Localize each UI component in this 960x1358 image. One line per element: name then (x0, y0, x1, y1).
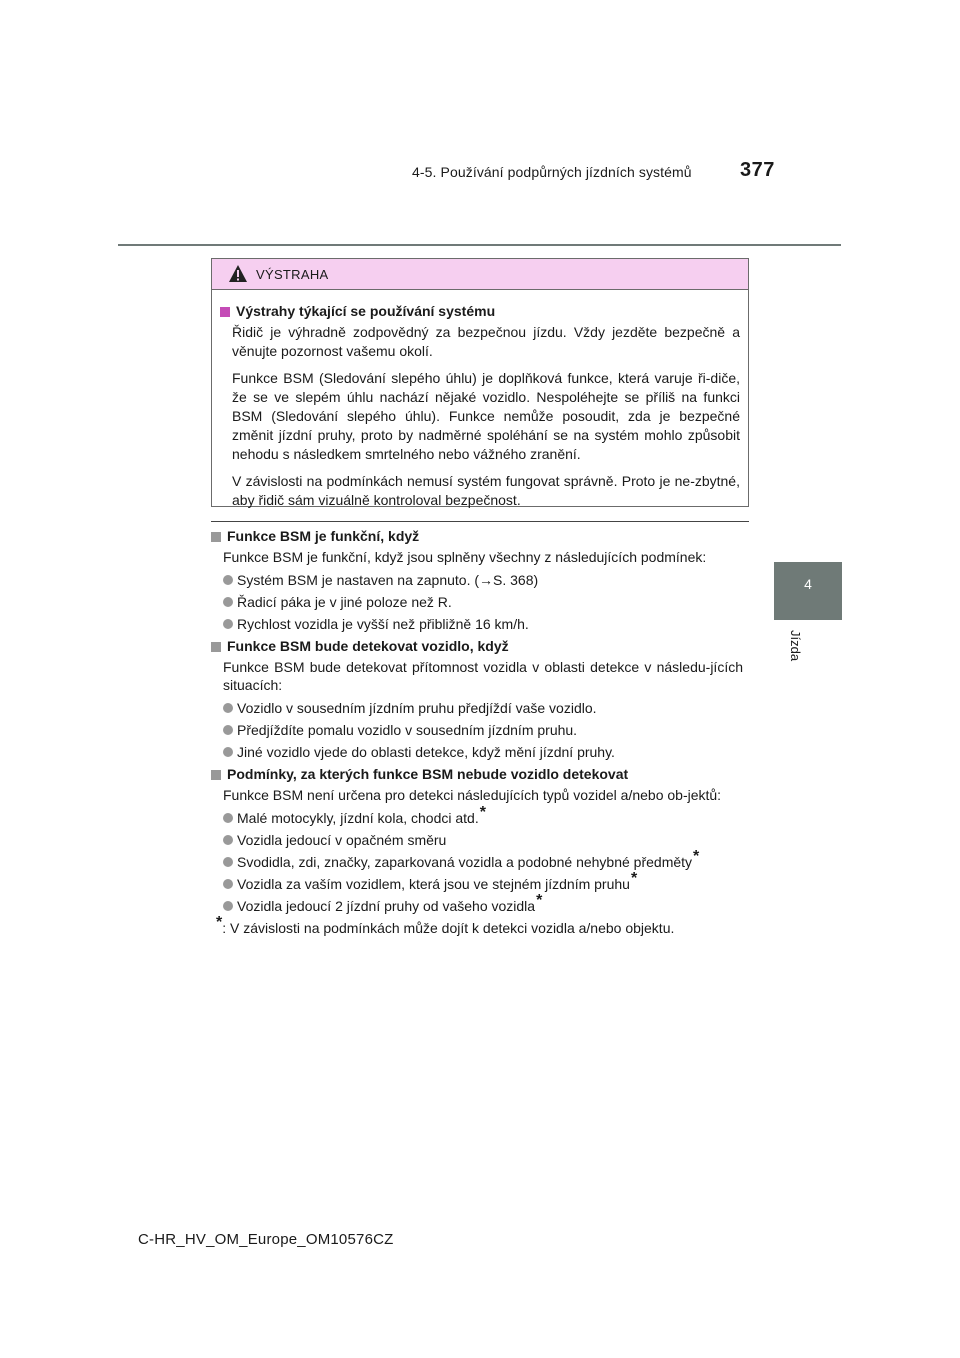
list-item (223, 571, 743, 589)
list-item (223, 870, 743, 893)
round-bullet-icon (223, 835, 233, 845)
round-bullet-icon (223, 879, 233, 889)
warning-triangle-icon (228, 264, 248, 283)
square-bullet-icon (211, 532, 221, 542)
footnote-marker: * (479, 804, 486, 822)
section-divider (211, 521, 749, 522)
header-section-title: 4-5. Používání podpůrných jízdních systémů (412, 164, 692, 180)
section-heading (211, 765, 743, 783)
list-item (223, 804, 743, 827)
footnote-marker: * (216, 914, 223, 932)
header-divider (118, 244, 841, 246)
chapter-tab: 4 (774, 562, 842, 620)
warning-paragraph: Řidič je výhradně zodpovědný za bezpečnou jízdu. Vždy jezděte bezpečně a věnujte pozornost vašemu okolí. (232, 324, 740, 359)
round-bullet-icon (223, 725, 233, 735)
list-item (223, 593, 743, 611)
footnote (215, 914, 743, 937)
round-bullet-icon (223, 813, 233, 823)
list-item-text: Řadicí páka je v jiné poloze než R. (237, 594, 452, 610)
section-intro: Funkce BSM není určena pro detekci následujících typů vozidel a/nebo ob-jektů: (223, 787, 722, 803)
warning-body (212, 290, 748, 510)
section-intro: Funkce BSM bude detekovat přítomnost vozidla v oblasti detekce v následu-jících situacích: (223, 659, 743, 693)
square-bullet-icon (220, 307, 230, 317)
footnote-text: : V závislosti na podmínkách může dojít k detekci vozidla a/nebo objektu. (222, 920, 675, 936)
round-bullet-icon (223, 901, 233, 911)
warning-paragraph: V závislosti na podmínkách nemusí systém fungovat správně. Proto je ne-zbytné, aby řidič sám vizuálně kontroloval bezpečnost. (232, 473, 740, 508)
section-heading (211, 527, 743, 545)
warning-header (212, 259, 748, 290)
list-item-text: Vozidla jedoucí v opačném směru (237, 832, 447, 848)
warning-title: VÝSTRAHA (256, 267, 329, 282)
warning-box (211, 258, 749, 507)
list-item-text: Jiné vozidlo vjede do oblasti detekce, když mění jízdní pruhy. (237, 744, 615, 760)
list-item (223, 615, 743, 633)
round-bullet-icon (223, 703, 233, 713)
footnote-marker: * (536, 892, 543, 910)
section-heading-text: Funkce BSM je funkční, když (227, 528, 420, 544)
page-number: 377 (740, 159, 775, 181)
document-code: C-HR_HV_OM_Europe_OM10576CZ (138, 1231, 394, 1248)
warning-heading-text: Výstrahy týkající se používání systému (236, 303, 496, 319)
list-item-text: Vozidlo v sousedním jízdním pruhu předjíždí vaše vozidlo. (237, 700, 597, 716)
round-bullet-icon (223, 575, 233, 585)
list-item (223, 831, 743, 849)
square-bullet-icon (211, 770, 221, 780)
section-heading-text: Funkce BSM bude detekovat vozidlo, když (227, 638, 509, 654)
section-intro: Funkce BSM je funkční, když jsou splněny všechny z následujících podmínek: (223, 549, 707, 565)
main-content (211, 527, 743, 937)
list-item-text: Vozidla za vaším vozidlem, která jsou ve stejném jízdním pruhu (237, 876, 630, 892)
footnote-marker: * (693, 848, 700, 866)
list-item (223, 848, 743, 871)
round-bullet-icon (223, 619, 233, 629)
round-bullet-icon (223, 857, 233, 867)
round-bullet-icon (223, 597, 233, 607)
list-item-text: Malé motocykly, jízdní kola, chodci atd. (237, 810, 479, 826)
footnote-marker: * (630, 870, 638, 888)
square-bullet-icon (211, 642, 221, 652)
list-item (223, 699, 743, 717)
list-item (223, 743, 743, 761)
warning-heading (220, 302, 740, 321)
round-bullet-icon (223, 747, 233, 757)
list-item (223, 721, 743, 739)
warning-paragraph: Funkce BSM (Sledování slepého úhlu) je doplňková funkce, která varuje ři-diče, že se ve slepém úhlu nachází nějaké vozidlo. Nespoléhejte se příliš na funkci BSM (Sledování slepého úhlu). Funkce nemůže posoudit, zda je bezpečné změnit jízdní pruhy, proto by nadměrné spoléhání se na systém mohlo způsobit nehodu s následkem smrtelného nebo vážného zranění. (232, 370, 740, 462)
list-item-text: Vozidla jedoucí 2 jízdní pruhy od vašeho vozidla (237, 898, 536, 914)
list-item (223, 892, 743, 915)
chapter-title: Jízda (788, 630, 803, 662)
list-item-text: Předjíždíte pomalu vozidlo v sousedním jízdním pruhu. (237, 722, 578, 738)
list-item-text: Systém BSM je nastaven na zapnuto. (→S. 368) (237, 572, 539, 588)
section-heading (211, 637, 743, 655)
section-heading-text: Podmínky, za kterých funkce BSM nebude vozidlo detekovat (227, 766, 629, 782)
list-item-text: Rychlost vozidla je vyšší než přibližně 16 km/h. (237, 616, 529, 632)
list-item-text: Svodidla, zdi, značky, zaparkovaná vozidla a podobné nehybné předměty (237, 854, 693, 870)
